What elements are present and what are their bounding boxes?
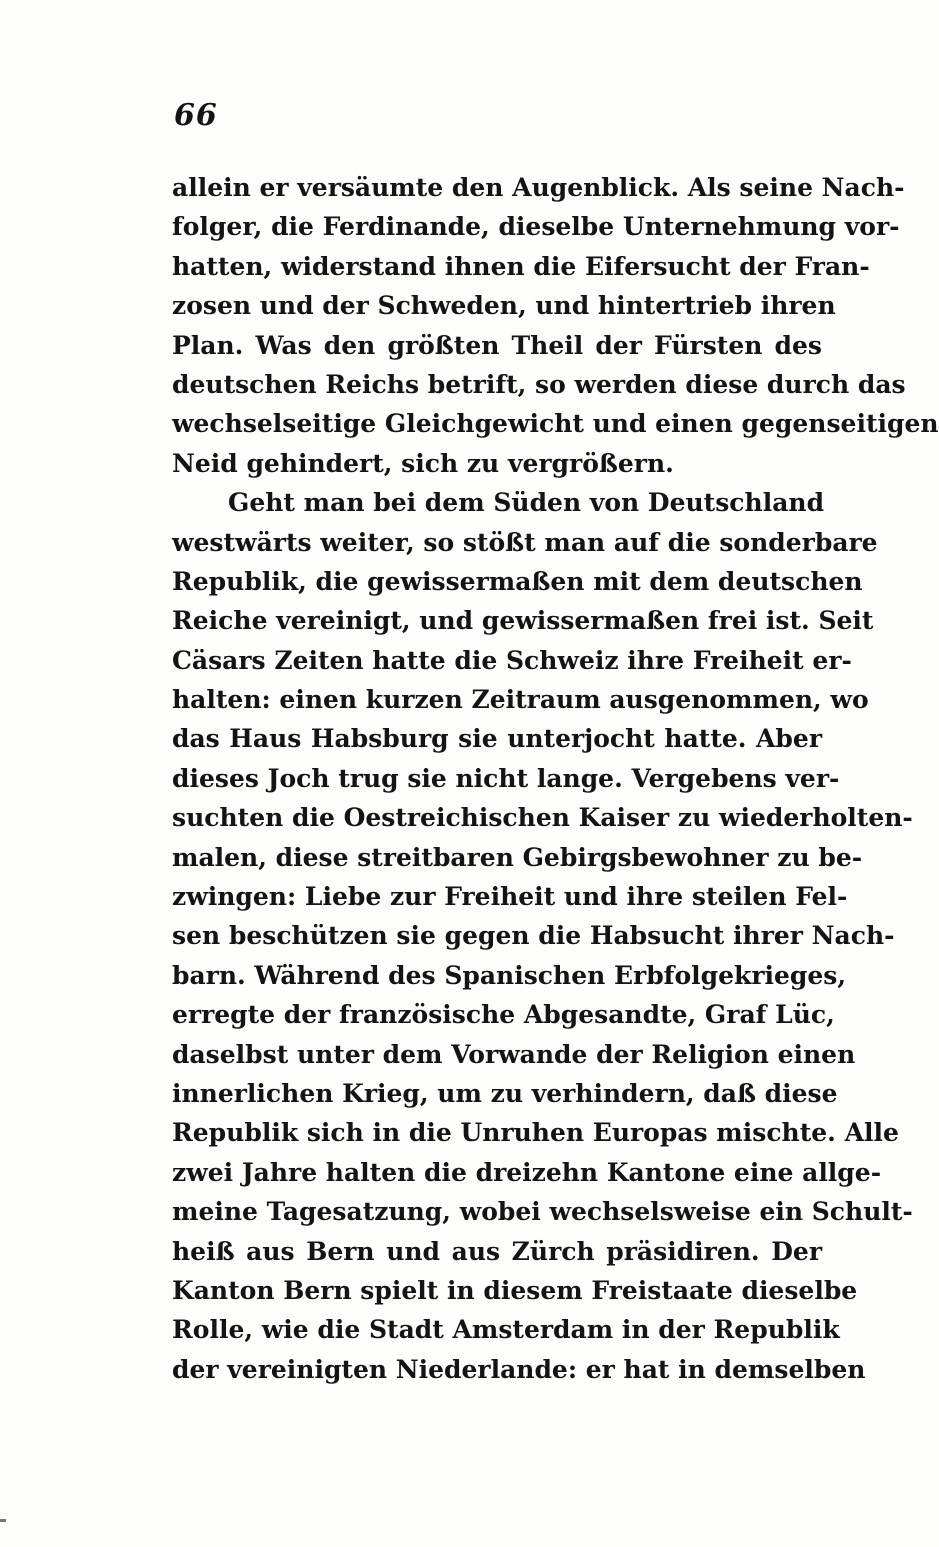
text-line: der vereinigten Niederlande: er hat in demselben: [172, 1354, 866, 1384]
text-line: das Haus Habsburg sie unterjocht hatte. Aber: [172, 724, 822, 754]
text-line: Plan. Was den größten Theil der Fürsten des: [172, 330, 822, 360]
text-line: zosen und der Schweden, und hintertrieb ihren: [172, 291, 836, 321]
text-line: erregte der französische Abgesandte, Graf Lüc,: [172, 1000, 835, 1030]
text-line: heiß aus Bern und aus Zürch präsidiren. Der: [172, 1236, 822, 1266]
text-line: daselbst unter dem Vorwande der Religion einen: [172, 1039, 856, 1069]
text-line: dieses Joch trug sie nicht lange. Vergebens ver-: [172, 763, 840, 793]
text-line: zwei Jahre halten die dreizehn Kantone eine allge-: [172, 1157, 882, 1187]
body-text: [172, 168, 939, 1389]
text-line: sen beschützen sie gegen die Habsucht ihrer Nach-: [172, 921, 895, 951]
text-line: Republik sich in die Unruhen Europas mischte. Alle: [172, 1118, 899, 1148]
text-line: halten: einen kurzen Zeitraum ausgenommen, wo: [172, 685, 869, 715]
text-line: Rolle, wie die Stadt Amsterdam in der Republik: [172, 1315, 840, 1345]
text-line: Neid gehindert, sich zu vergrößern.: [172, 448, 674, 478]
text-line: wechselseitige Gleichgewicht und einen gegenseitigen: [172, 409, 939, 439]
text-line: deutschen Reichs betrift, so werden diese durch das: [172, 369, 906, 399]
text-line: suchten die Oestreichischen Kaiser zu wiederholten-: [172, 803, 913, 833]
text-line: folger, die Ferdinande, dieselbe Unternehmung vor-: [172, 212, 900, 242]
text-line: zwingen: Liebe zur Freiheit und ihre steilen Fel-: [172, 882, 848, 912]
text-line: meine Tagesatzung, wobei wechselsweise ein Schult-: [172, 1197, 913, 1227]
text-line: Reiche vereinigt, und gewissermaßen frei ist. Seit: [172, 606, 874, 636]
text-line: westwärts weiter, so stößt man auf die sonderbare: [172, 527, 878, 557]
text-line: Republik, die gewissermaßen mit dem deutschen: [172, 566, 863, 596]
text-line: Cäsars Zeiten hatte die Schweiz ihre Freiheit er-: [172, 645, 852, 675]
paragraph-start-line: Geht man bei dem Süden von Deutschland: [228, 488, 825, 518]
text-line: barn. Während des Spanischen Erbfolgekrieges,: [172, 960, 847, 990]
page-number: 66: [174, 98, 218, 133]
scan-edge-mark: [0, 1519, 6, 1522]
text-line: Kanton Bern spielt in diesem Freistaate dieselbe: [172, 1275, 858, 1305]
text-line: innerlichen Krieg, um zu verhindern, daß diese: [172, 1078, 838, 1108]
text-line: malen, diese streitbaren Gebirgsbewohner zu be-: [172, 842, 863, 872]
text-line: hatten, widerstand ihnen die Eifersucht der Fran-: [172, 251, 870, 281]
text-line: allein er versäumte den Augenblick. Als seine Nach-: [172, 173, 905, 202]
